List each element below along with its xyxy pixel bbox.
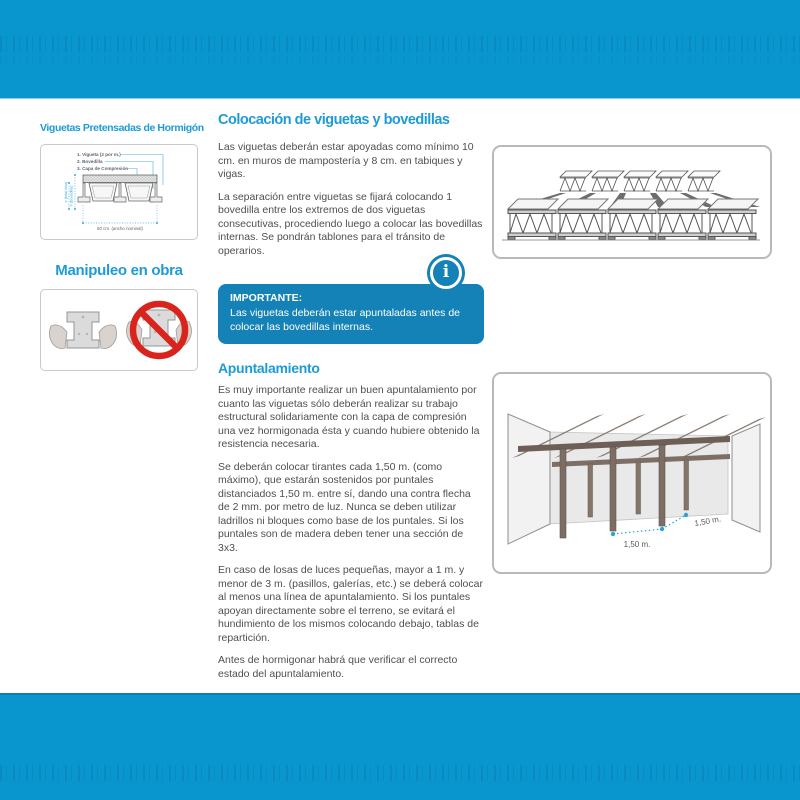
- paragraph: Antes de hormigonar habrá que verificar el correcto estado del apuntalamiento.: [218, 654, 458, 680]
- dimension-label-a: 1,50 m.: [623, 540, 651, 549]
- handling-illustration: [40, 289, 198, 371]
- paragraph: Se deberán colocar tirantes cada 1,50 m. (como máximo), que estarán sostenidos por puntales distanciados 1,50 m. entre sí, dando una contra flecha de 2 mm. por metro de luz. Nunca se deben utilizar ladrillos ni bloques como base de los puntales. Si los puntales son de madera deben tener una sección de 3x3.: [218, 460, 471, 554]
- diagram-dim-bovedilla: h (bovedilla): [69, 185, 74, 207]
- dimension-label-b: 1,50 m.: [693, 514, 722, 528]
- diagram-label-bovedilla: 2. Bovedilla: [77, 159, 103, 164]
- cross-section-drawing: [41, 145, 197, 239]
- shoring-illustration: [492, 372, 772, 574]
- paragraph: Las viguetas deberán estar apoyadas como mínimo 10 cm. en muros de mampostería y 8 cm. en tabiques y vigas.: [218, 141, 474, 180]
- main-content: [218, 112, 484, 690]
- paragraph: Es muy importante realizar un buen apuntalamiento por cuanto las viguetas sólo deberán realizar su trabajo estructural solidariamente con la capa de compresión una vez hormigonada ésta y cuando hubiere obtenido la resistencia necesaria.: [218, 384, 480, 450]
- info-icon: [430, 257, 462, 289]
- important-text: Las viguetas deberán estar apuntaladas antes de colocar las bovedillas internas.: [230, 307, 461, 333]
- shoring-drawing: [494, 374, 766, 568]
- info-icon-glyph: i: [442, 262, 450, 282]
- joists-perspective-illustration: [492, 145, 772, 259]
- important-label: IMPORTANTE:: [230, 292, 303, 304]
- paragraph: La separación entre viguetas se fijará colocando 1 bovedilla entre los extremos de dos viguetas consecutivas, procediendo luego a colocar las bovedillas internas. Se pondrán tablones para el tránsito de operarios.: [218, 190, 483, 257]
- diagram-label-vigueta: 1. Vigueta (2 por m.): [77, 152, 121, 157]
- handling-drawing: [41, 290, 197, 370]
- section-title-viguetas: Viguetas Pretensadas de Hormigón: [40, 122, 204, 134]
- bottom-band: [0, 693, 800, 800]
- left-sidebar: [40, 118, 204, 371]
- paragraph: En caso de losas de luces pequeñas, mayor a 1 m. y menor de 3 m. (pasillos, galerías, etc.) se deberá colocar al menos una línea de apuntalamiento. Si los puntales apoyan directamente sobre el terreno, se evitará el hundimiento de los mismos colocando debajo, tablas de repartición.: [218, 564, 483, 644]
- joists-drawing: [494, 147, 766, 253]
- diagram-dim-width: 50 cm. (ancho nominal): [97, 226, 143, 231]
- band-texture: [0, 56, 800, 64]
- important-callout: [218, 262, 484, 344]
- band-texture: [0, 765, 800, 781]
- section-title-apuntalamiento: Apuntalamiento: [218, 360, 320, 376]
- top-band: [0, 0, 800, 99]
- section-title-manipuleo: Manipuleo en obra: [55, 262, 183, 279]
- diagram-dim-total-losa: e (total losa): [64, 181, 68, 203]
- cross-section-diagram: [40, 144, 198, 240]
- diagram-label-capa: 3. Capa de Compresión: [77, 166, 129, 171]
- band-texture: [0, 36, 800, 52]
- page-title: Colocación de viguetas y bovedillas: [218, 112, 450, 128]
